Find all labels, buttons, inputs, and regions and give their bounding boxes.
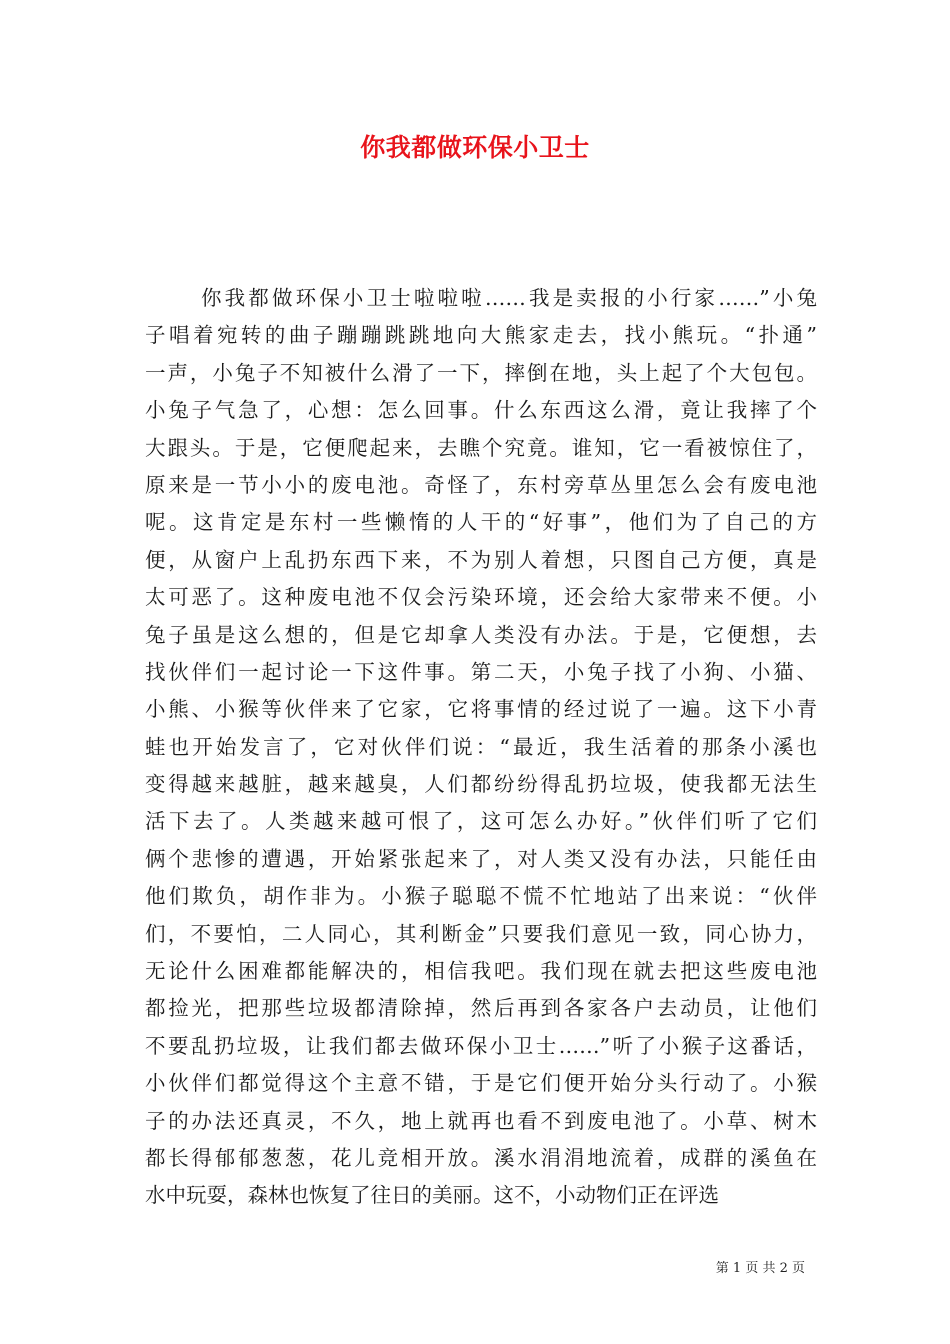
page-title: 你我都做环保小卫士	[360, 133, 590, 162]
paragraph-line: 便，从窗户上乱扔东西下来，不为别人着想，只图自己方便，真是	[145, 547, 817, 572]
paragraph-line: 小熊、小猴等伙伴来了它家，它将事情的经过说了一遍。这下小青	[145, 697, 817, 722]
paragraph-line: 原来是一节小小的废电池。奇怪了，东村旁草丛里怎么会有废电池	[145, 472, 817, 497]
paragraph-line: 都捡光，把那些垃圾都清除掉，然后再到各家各户去动员，让他们	[145, 996, 817, 1021]
paragraph-line: 他们欺负，胡作非为。小猴子聪聪不慌不忙地站了出来说：“伙伴	[145, 884, 817, 909]
paragraph-line: 水中玩耍，森林也恢复了往日的美丽。这不，小动物们正在评选	[145, 1183, 719, 1208]
paragraph-line: 大跟头。于是，它便爬起来，去瞧个究竟。谁知，它一看被惊住了，	[145, 435, 817, 460]
paragraph-line: 一声，小兔子不知被什么滑了一下，摔倒在地，头上起了个大包包。	[145, 360, 817, 385]
paragraph-line: 太可恶了。这种废电池不仅会污染环境，还会给大家带来不便。小	[145, 585, 817, 610]
paragraph-line: 小兔子气急了，心想：怎么回事。什么东西这么滑，竟让我摔了个	[145, 398, 817, 423]
paragraph-line: 不要乱扔垃圾，让我们都去做环保小卫士……”听了小猴子这番话，	[145, 1033, 817, 1058]
paragraph-line: 兔子虽是这么想的，但是它却拿人类没有办法。于是，它便想，去	[145, 622, 817, 647]
paragraph-line: 蛙也开始发言了，它对伙伴们说：“最近，我生活着的那条小溪也	[145, 734, 817, 759]
paragraph-line: 呢。这肯定是东村一些懒惰的人干的“好事”，他们为了自己的方	[145, 510, 817, 535]
paragraph-line: 都长得郁郁葱葱，花儿竞相开放。溪水涓涓地流着，成群的溪鱼在	[145, 1145, 817, 1170]
paragraph-line: 子唱着宛转的曲子蹦蹦跳跳地向大熊家走去，找小熊玩。“扑通”	[145, 323, 817, 348]
paragraph-line: 找伙伴们一起讨论一下这件事。第二天，小兔子找了小狗、小猫、	[145, 659, 817, 684]
paragraph-line: 变得越来越脏，越来越臭，人们都纷纷得乱扔垃圾，使我都无法生	[145, 772, 817, 797]
paragraph-line: 子的办法还真灵，不久，地上就再也看不到废电池了。小草、树木	[145, 1108, 817, 1133]
paragraph-line: 你我都做环保小卫士啦啦啦……我是卖报的小行家……”小兔	[201, 286, 817, 310]
page-number-label: 第 1 页 共 2 页	[715, 1261, 805, 1276]
paragraph-line: 活下去了。人类越来越可恨了，这可怎么办好。”伙伴们听了它们	[145, 809, 817, 834]
paragraph-line: 无论什么困难都能解决的，相信我吧。我们现在就去把这些废电池	[145, 959, 817, 984]
paragraph-line: 小伙伴们都觉得这个主意不错，于是它们便开始分头行动了。小猴	[145, 1071, 817, 1096]
paragraph-line: 俩个悲惨的遭遇，开始紧张起来了，对人类又没有办法，只能任由	[145, 846, 817, 871]
article-body	[145, 280, 817, 1215]
paragraph-line: 们，不要怕，二人同心，其利断金”只要我们意见一致，同心协力，	[145, 921, 817, 946]
page-number	[716, 1257, 805, 1276]
